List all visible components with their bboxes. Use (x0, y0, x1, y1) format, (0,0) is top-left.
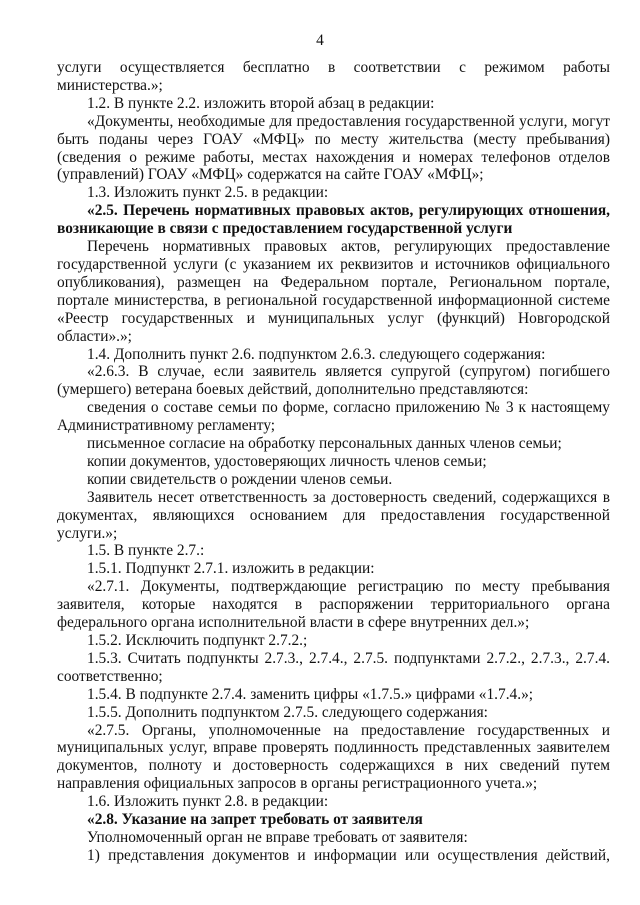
paragraph: 1.3. Изложить пункт 2.5. в редакции: (87, 184, 329, 202)
paragraph: Перечень нормативных правовых актов, регулирующих предоставление государственной услуги (с указанием их реквизитов и источников официального опубликования), размещен на Федеральном портале, Региональном портале, портале министерства, в региональной государственной информационной системе «Реестр государственных и муниципальных услуг (функций) Новгородской области».»; (57, 238, 610, 345)
document-body (57, 59, 610, 865)
paragraph: копии свидетельств о рождении членов семьи. (87, 470, 393, 488)
paragraph: 1.5.5. Дополнить подпунктом 2.7.5. следующего содержания: (87, 703, 488, 721)
paragraph: 1) представления документов и информации или осуществления действий, (87, 846, 610, 864)
paragraph: услуги осуществляется бесплатно в соответствии с режимом работы министерства.»; (57, 59, 610, 94)
paragraph: 1.5. В пункте 2.7.: (87, 542, 205, 560)
paragraph: «2.7.5. Органы, уполномоченные на предоставление государственных и муниципальных услуг, вправе проверять подлинность представленных заявителем документов, полноту и достоверность содержащихся в них сведений путем направления официальных запросов в органы регистрационного учета.»; (57, 721, 610, 793)
paragraph: 1.4. Дополнить пункт 2.6. подпунктом 2.6.3. следующего содержания: (87, 345, 546, 363)
paragraph: Уполномоченный орган не вправе требовать от заявителя: (87, 828, 468, 846)
paragraph: 1.5.1. Подпункт 2.7.1. изложить в редакции: (87, 560, 375, 578)
section-heading: «2.5. Перечень нормативных правовых актов, регулирующих отношения, возникающие в связи с предоставлением государственной услуги (57, 202, 610, 238)
paragraph: «2.7.1. Документы, подтверждающие регистрацию по месту пребывания заявителя, которые находятся в распоряжении территориального органа федерального органа исполнительной власти в сфере внутренних дел.»; (57, 578, 610, 632)
paragraph: 1.6. Изложить пункт 2.8. в редакции: (87, 793, 329, 811)
page-number: 4 (316, 32, 324, 49)
paragraph: 1.5.3. Считать подпункты 2.7.3., 2.7.4., 2.7.5. подпунктами 2.7.2., 2.7.3., 2.7.4. соответственно; (57, 649, 610, 685)
paragraph: 1.5.2. Исключить подпункт 2.7.2.; (87, 632, 308, 649)
paragraph: 1.2. В пункте 2.2. изложить второй абзац в редакции: (87, 94, 435, 112)
section-heading: «2.8. Указание на запрет требовать от заявителя (87, 811, 423, 829)
paragraph: «Документы, необходимые для предоставления государственной услуги, могут быть поданы через ГОАУ «МФЦ» по месту жительства (месту пребывания) (сведения о режиме работы, местах нахождения и номерах телефонов отделов (управлений) ГОАУ «МФЦ» содержатся на сайте ГОАУ «МФЦ»; (57, 112, 610, 184)
paragraph: 1.5.4. В подпункте 2.7.4. заменить цифры «1.7.5.» цифрами «1.7.4.»; (87, 685, 534, 703)
paragraph: Заявитель несет ответственность за достоверность сведений, содержащихся в документах, являющихся основанием для предоставления государственной услуги.»; (57, 488, 610, 542)
paragraph: письменное согласие на обработку персональных данных членов семьи; (87, 435, 562, 453)
paragraph: сведения о составе семьи по форме, согласно приложению № 3 к настоящему Административному регламенту; (57, 399, 610, 435)
paragraph: копии документов, удостоверяющих личность членов семьи; (87, 452, 487, 470)
paragraph: «2.6.3. В случае, если заявитель является супругой (супругом) погибшего (умершего) ветерана боевых действий, дополнительно представляются: (57, 363, 610, 399)
